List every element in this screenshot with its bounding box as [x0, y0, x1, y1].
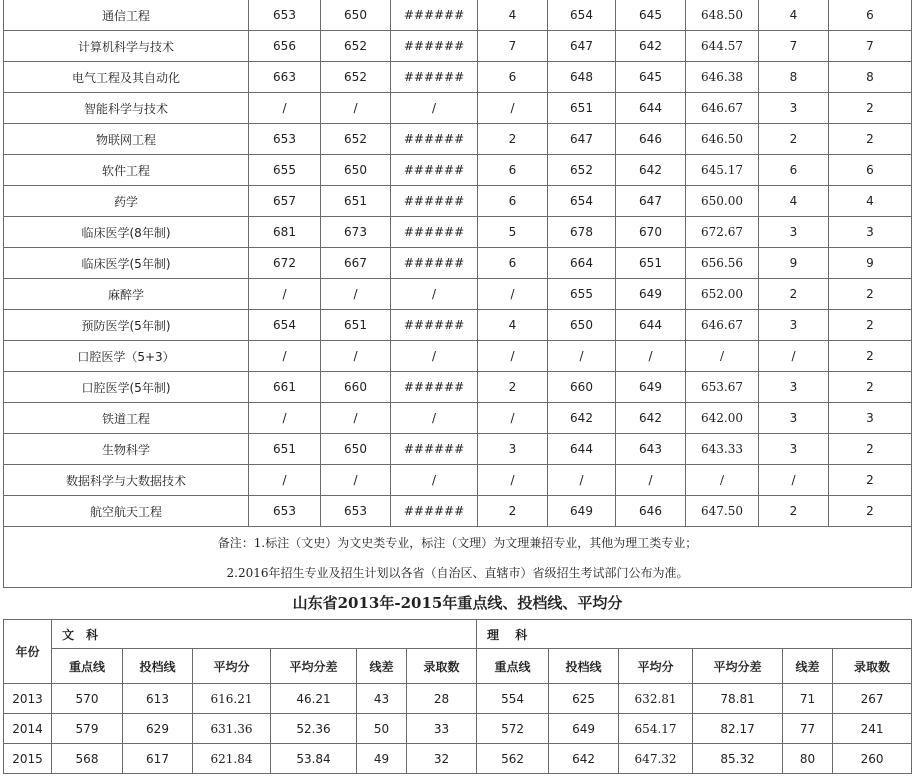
score-cell: ###### [391, 62, 478, 93]
score-cell: 651 [548, 93, 616, 124]
major-name-cell: 计算机科学与技术 [4, 31, 249, 62]
score-cell: / [548, 465, 616, 496]
major-name-cell: 口腔医学(5年制) [4, 372, 249, 403]
score-cell: ###### [391, 217, 478, 248]
count-cell: / [759, 341, 829, 372]
major-name-cell: 航空航天工程 [4, 496, 249, 527]
score-cell: 645 [616, 62, 686, 93]
count-cell: 2 [829, 465, 912, 496]
major-name-cell: 临床医学(5年制) [4, 248, 249, 279]
score-cell: 660 [548, 372, 616, 403]
count-cell: 4 [759, 0, 829, 31]
wen-value-cell: 43 [357, 684, 407, 714]
summary-title: 山东省2013年-2015年重点线、投档线、平均分 [292, 594, 623, 612]
score-cell: 647 [548, 31, 616, 62]
avg-score-cell: 650.00 [686, 186, 759, 217]
table-row [4, 124, 912, 155]
avg-score-cell: 645.17 [686, 155, 759, 186]
avg-score-cell: 643.33 [686, 434, 759, 465]
li-column-header: 平均分差 [693, 649, 783, 684]
column-header-row [4, 649, 912, 684]
table-row [4, 714, 912, 744]
table-row [4, 93, 912, 124]
year-cell: 2014 [4, 714, 52, 744]
avg-score-cell: 652.00 [686, 279, 759, 310]
score-cell: 646 [616, 124, 686, 155]
score-cell: / [391, 279, 478, 310]
wen-value-cell: 49 [357, 744, 407, 774]
table-row [4, 279, 912, 310]
major-name-cell: 数据科学与大数据技术 [4, 465, 249, 496]
count-cell: 2 [829, 310, 912, 341]
score-cell: 650 [321, 0, 391, 31]
wen-value-cell: 33 [407, 714, 477, 744]
score-cell: / [391, 465, 478, 496]
count-cell: 2 [829, 341, 912, 372]
score-cell: 654 [548, 0, 616, 31]
year-header: 年份 [4, 620, 52, 684]
table-row [4, 341, 912, 372]
major-name-cell: 智能科学与技术 [4, 93, 249, 124]
count-cell: 2 [829, 124, 912, 155]
table-row [4, 217, 912, 248]
score-cell: 652 [548, 155, 616, 186]
score-cell: / [321, 403, 391, 434]
score-cell: / [478, 465, 548, 496]
score-cell: 651 [249, 434, 321, 465]
table-row [4, 186, 912, 217]
wen-column-header: 录取数 [407, 649, 477, 684]
wen-value-cell: 32 [407, 744, 477, 774]
avg-score-cell: 644.57 [686, 31, 759, 62]
score-cell: 6 [478, 248, 548, 279]
score-cell: 647 [616, 186, 686, 217]
score-cell: 644 [548, 434, 616, 465]
li-value-cell: 625 [549, 684, 619, 714]
li-column-header: 投档线 [549, 649, 619, 684]
wen-section-header: 文 科 [52, 620, 477, 649]
count-cell: 3 [759, 372, 829, 403]
li-value-cell: 85.32 [693, 744, 783, 774]
li-value-cell: 77 [783, 714, 833, 744]
score-cell: / [478, 93, 548, 124]
avg-score-cell: 646.67 [686, 93, 759, 124]
score-cell: 2 [478, 124, 548, 155]
score-cell: ###### [391, 31, 478, 62]
wen-column-header: 投档线 [123, 649, 193, 684]
li-value-cell: 554 [477, 684, 549, 714]
score-cell: / [249, 93, 321, 124]
score-cell: 657 [249, 186, 321, 217]
wen-column-header: 平均分差 [271, 649, 357, 684]
li-column-header: 重点线 [477, 649, 549, 684]
avg-score-cell: 648.50 [686, 0, 759, 31]
wen-value-cell: 629 [123, 714, 193, 744]
avg-score-cell: 646.50 [686, 124, 759, 155]
table-row [4, 744, 912, 774]
count-cell: 3 [759, 434, 829, 465]
li-column-header: 录取数 [833, 649, 912, 684]
score-cell: 6 [478, 186, 548, 217]
score-cell: 3 [478, 434, 548, 465]
count-cell: 2 [829, 496, 912, 527]
score-cell: / [249, 403, 321, 434]
score-cell: ###### [391, 155, 478, 186]
avg-score-cell: 656.56 [686, 248, 759, 279]
li-value-cell: 80 [783, 744, 833, 774]
li-value-cell: 562 [477, 744, 549, 774]
count-cell: 9 [759, 248, 829, 279]
score-cell: / [616, 341, 686, 372]
wen-value-cell: 616.21 [193, 684, 271, 714]
score-cell: / [478, 341, 548, 372]
score-cell: 643 [616, 434, 686, 465]
score-cell: ###### [391, 248, 478, 279]
score-cell: 7 [478, 31, 548, 62]
score-cell: / [249, 465, 321, 496]
score-cell: ###### [391, 372, 478, 403]
year-cell: 2015 [4, 744, 52, 774]
count-cell: 2 [829, 279, 912, 310]
score-cell: / [321, 341, 391, 372]
li-value-cell: 647.32 [619, 744, 693, 774]
score-cell: 642 [616, 403, 686, 434]
majors-table-body [4, 0, 912, 527]
avg-score-cell: 642.00 [686, 403, 759, 434]
count-cell: 2 [829, 372, 912, 403]
note-line-1: 备注：1.标注（文史）为文史类专业，标注（文理）为文理兼招专业，其他为理工类专业； [4, 527, 912, 558]
score-cell: 672 [249, 248, 321, 279]
table-row [4, 0, 912, 31]
wen-value-cell: 52.36 [271, 714, 357, 744]
score-cell: 4 [478, 0, 548, 31]
wen-value-cell: 570 [52, 684, 123, 714]
score-cell: 653 [321, 496, 391, 527]
li-value-cell: 241 [833, 714, 912, 744]
score-cell: / [391, 93, 478, 124]
count-cell: 2 [829, 434, 912, 465]
score-cell: 2 [478, 372, 548, 403]
avg-score-cell: 653.67 [686, 372, 759, 403]
table-row [4, 310, 912, 341]
score-cell: 651 [616, 248, 686, 279]
score-cell: 681 [249, 217, 321, 248]
score-cell: 670 [616, 217, 686, 248]
wen-value-cell: 50 [357, 714, 407, 744]
count-cell: 3 [829, 403, 912, 434]
shandong-summary-table [3, 619, 912, 774]
li-value-cell: 642 [549, 744, 619, 774]
major-name-cell: 物联网工程 [4, 124, 249, 155]
score-cell: 651 [321, 186, 391, 217]
count-cell: 6 [829, 155, 912, 186]
table-row [4, 155, 912, 186]
note-line-2: 2.2016年招生专业及招生计划以各省（自治区、直辖市）省级招生考试部门公布为准。 [4, 557, 912, 588]
major-name-cell: 麻醉学 [4, 279, 249, 310]
count-cell: 4 [829, 186, 912, 217]
major-name-cell: 临床医学(8年制) [4, 217, 249, 248]
major-name-cell: 通信工程 [4, 0, 249, 31]
score-cell: 678 [548, 217, 616, 248]
major-name-cell: 生物科学 [4, 434, 249, 465]
score-cell: ###### [391, 310, 478, 341]
table-row [4, 496, 912, 527]
score-cell: 642 [548, 403, 616, 434]
score-cell: ###### [391, 0, 478, 31]
count-cell: 4 [759, 186, 829, 217]
score-cell: 649 [616, 279, 686, 310]
count-cell: 6 [759, 155, 829, 186]
score-cell: / [478, 403, 548, 434]
score-cell: 644 [616, 93, 686, 124]
score-cell: / [548, 341, 616, 372]
score-cell: 664 [548, 248, 616, 279]
count-cell: 2 [759, 496, 829, 527]
score-cell: 653 [249, 0, 321, 31]
avg-score-cell: 646.67 [686, 310, 759, 341]
major-name-cell: 铁道工程 [4, 403, 249, 434]
score-cell: 652 [321, 124, 391, 155]
score-cell: 663 [249, 62, 321, 93]
count-cell: 3 [759, 217, 829, 248]
score-cell: ###### [391, 434, 478, 465]
majors-table-notes [4, 527, 912, 588]
count-cell: 3 [759, 403, 829, 434]
count-cell: 2 [829, 93, 912, 124]
summary-table-body [4, 684, 912, 774]
count-cell: / [759, 465, 829, 496]
year-cell: 2013 [4, 684, 52, 714]
score-cell: 4 [478, 310, 548, 341]
table-row [4, 684, 912, 714]
avg-score-cell: / [686, 465, 759, 496]
wen-value-cell: 28 [407, 684, 477, 714]
score-cell: 656 [249, 31, 321, 62]
wen-value-cell: 568 [52, 744, 123, 774]
count-cell: 8 [829, 62, 912, 93]
score-cell: 642 [616, 155, 686, 186]
score-cell: / [321, 93, 391, 124]
score-cell: / [391, 341, 478, 372]
count-cell: 2 [759, 279, 829, 310]
table-row [4, 31, 912, 62]
count-cell: 2 [759, 124, 829, 155]
score-cell: 6 [478, 155, 548, 186]
wen-value-cell: 613 [123, 684, 193, 714]
table-row [4, 372, 912, 403]
wen-column-header: 线差 [357, 649, 407, 684]
score-cell: / [616, 465, 686, 496]
score-cell: 667 [321, 248, 391, 279]
avg-score-cell: / [686, 341, 759, 372]
score-cell: 654 [249, 310, 321, 341]
wen-value-cell: 46.21 [271, 684, 357, 714]
avg-score-cell: 646.38 [686, 62, 759, 93]
score-cell: 649 [616, 372, 686, 403]
li-value-cell: 572 [477, 714, 549, 744]
score-cell: 650 [321, 155, 391, 186]
score-cell: / [478, 279, 548, 310]
score-cell: 648 [548, 62, 616, 93]
score-cell: 653 [249, 496, 321, 527]
table-row [4, 248, 912, 279]
score-cell: 644 [616, 310, 686, 341]
score-cell: 647 [548, 124, 616, 155]
wen-column-header: 重点线 [52, 649, 123, 684]
score-cell: 655 [249, 155, 321, 186]
score-cell: 661 [249, 372, 321, 403]
li-value-cell: 654.17 [619, 714, 693, 744]
count-cell: 3 [759, 310, 829, 341]
score-cell: ###### [391, 124, 478, 155]
table-row [4, 465, 912, 496]
li-value-cell: 267 [833, 684, 912, 714]
table-row [4, 434, 912, 465]
table-row [4, 403, 912, 434]
count-cell: 3 [829, 217, 912, 248]
score-cell: 649 [548, 496, 616, 527]
avg-score-cell: 672.67 [686, 217, 759, 248]
li-value-cell: 649 [549, 714, 619, 744]
wen-value-cell: 579 [52, 714, 123, 744]
score-cell: 652 [321, 31, 391, 62]
score-cell: 642 [616, 31, 686, 62]
li-value-cell: 82.17 [693, 714, 783, 744]
score-cell: 6 [478, 62, 548, 93]
score-cell: 645 [616, 0, 686, 31]
wen-value-cell: 53.84 [271, 744, 357, 774]
score-cell: 651 [321, 310, 391, 341]
score-cell: 2 [478, 496, 548, 527]
score-cell: 646 [616, 496, 686, 527]
li-section-header: 理 科 [477, 620, 912, 649]
score-cell: 660 [321, 372, 391, 403]
li-value-cell: 71 [783, 684, 833, 714]
score-cell: 5 [478, 217, 548, 248]
score-cell: ###### [391, 496, 478, 527]
li-value-cell: 632.81 [619, 684, 693, 714]
score-cell: 650 [321, 434, 391, 465]
score-cell: ###### [391, 186, 478, 217]
count-cell: 8 [759, 62, 829, 93]
count-cell: 3 [759, 93, 829, 124]
count-cell: 6 [829, 0, 912, 31]
score-cell: 654 [548, 186, 616, 217]
score-cell: / [321, 279, 391, 310]
count-cell: 7 [759, 31, 829, 62]
count-cell: 7 [829, 31, 912, 62]
score-cell: 652 [321, 62, 391, 93]
major-name-cell: 口腔医学（5+3） [4, 341, 249, 372]
wen-column-header: 平均分 [193, 649, 271, 684]
major-name-cell: 电气工程及其自动化 [4, 62, 249, 93]
li-value-cell: 260 [833, 744, 912, 774]
count-cell: 9 [829, 248, 912, 279]
li-column-header: 线差 [783, 649, 833, 684]
major-name-cell: 药学 [4, 186, 249, 217]
score-cell: / [249, 341, 321, 372]
score-cell: 673 [321, 217, 391, 248]
majors-score-table [3, 0, 912, 588]
wen-value-cell: 621.84 [193, 744, 271, 774]
avg-score-cell: 647.50 [686, 496, 759, 527]
score-cell: / [321, 465, 391, 496]
table-row [4, 62, 912, 93]
score-cell: 650 [548, 310, 616, 341]
score-cell: / [391, 403, 478, 434]
wen-value-cell: 617 [123, 744, 193, 774]
li-value-cell: 78.81 [693, 684, 783, 714]
major-name-cell: 软件工程 [4, 155, 249, 186]
score-cell: 655 [548, 279, 616, 310]
score-cell: 653 [249, 124, 321, 155]
score-cell: / [249, 279, 321, 310]
li-column-header: 平均分 [619, 649, 693, 684]
wen-value-cell: 631.36 [193, 714, 271, 744]
major-name-cell: 预防医学(5年制) [4, 310, 249, 341]
